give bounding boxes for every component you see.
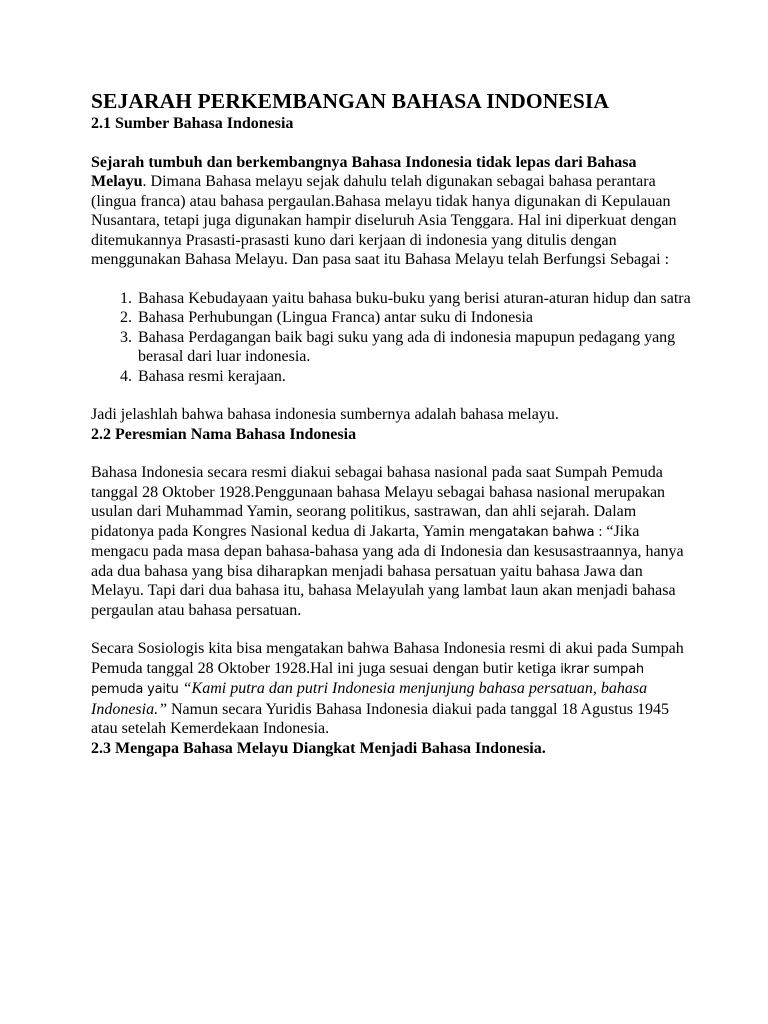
intro-body-text: . Dimana Bahasa melayu sejak dahulu telah digunakan sebagai bahasa perantara (lingua franca) atau bahasa pergaulan.Bahasa melayu tidak hanya digunakan di Kepulauan Nusantara, tetapi juga digunakan hampir diseluruh Asia Tenggara. Hal ini diperkuat dengan ditemukannya Prasasti-prasasti kuno dari kerjaan di indonesia yang ditulis dengan menggunakan Bahasa Melayu. Dan pasa saat itu Bahasa Melayu telah Berfungsi Sebagai :	[91, 173, 677, 268]
intro-bold-lead: Sejarah tumbuh dan berkembangnya Bahasa Indonesia tidak lepas dari Bahasa Melayu	[91, 153, 637, 190]
section2-paragraph-1	[91, 463, 691, 620]
section-heading-mengapa: 2.3 Mengapa Bahasa Melayu Diangkat Menjadi Bahasa Indonesia.	[91, 739, 546, 757]
section-heading-peresmian: 2.2 Peresmian Nama Bahasa Indonesia	[91, 425, 357, 443]
list-item: 1. Bahasa Kebudayaan yaitu bahasa buku-buku yang berisi aturan-aturan hidup dan satra	[136, 289, 691, 309]
sumpah-pemuda-quote: “Kami putra dan putri Indonesia menjunjung bahasa persatuan, bahasa Indonesia.”	[91, 680, 648, 718]
yamin-quote: “Jika mengacu pada masa depan bahasa-bahasa yang ada di Indonesia dan kesusastraannya, hanya ada dua bahasa yang bisa diharapkan menjadi bahasa persatuan yaitu bahasa Jawa dan Melayu. Tapi dari dua bahasa itu, bahasa Melayulah yang lambat laun akan menjadi bahasa pergaulan atau bahasa persatuan.	[91, 522, 684, 619]
para2-sans-fragment: ikrar sumpah pemuda yaitu	[91, 661, 644, 697]
functions-list	[91, 289, 691, 387]
para1-sans-fragment: mengatakan bahwa :	[468, 524, 607, 540]
para2-rest-text: Namun secara Yuridis Bahasa Indonesia diakui pada tanggal 18 Agustus 1945 atau setelah Kemerdekaan Indonesia.	[91, 700, 669, 737]
para1-text: Bahasa Indonesia secara resmi diakui sebagai bahasa nasional pada saat Sumpah Pemuda tanggal 28 Oktober 1928.Penggunaan bahasa Melayu sebagai bahasa nasional merupakan usulan dari Muhammad Yamin, seorang politikus, sastrawan, dan ahli sejarah. Dalam pidatonya pada Kongres Nasional kedua di Jakarta, Yamin	[91, 464, 666, 540]
section-heading-sumber: 2.1 Sumber Bahasa Indonesia	[91, 115, 294, 132]
document-page	[91, 88, 691, 758]
section2-paragraph-2	[91, 639, 691, 739]
document-title: SEJARAH PERKEMBANGAN BAHASA INDONESIA	[91, 89, 609, 113]
para2-text: Secara Sosiologis kita bisa mengatakan bahwa Bahasa Indonesia resmi di akui pada Sumpah Pemuda tanggal 28 Oktober 1928.Hal ini juga sesuai dengan butir ketiga	[91, 640, 684, 677]
section1-conclusion: Jadi jelashlah bahwa bahasa indonesia sumbernya adalah bahasa melayu.	[91, 406, 559, 423]
list-item: 3. Bahasa Perdagangan baik bagi suku yang ada di indonesia mapupun pedagang yang berasal dari luar indonesia.	[136, 328, 691, 367]
list-item: 2. Bahasa Perhubungan (Lingua Franca) antar suku di Indonesia	[136, 308, 691, 328]
section1-intro-paragraph	[91, 153, 691, 270]
list-item: 4. Bahasa resmi kerajaan.	[136, 367, 691, 387]
